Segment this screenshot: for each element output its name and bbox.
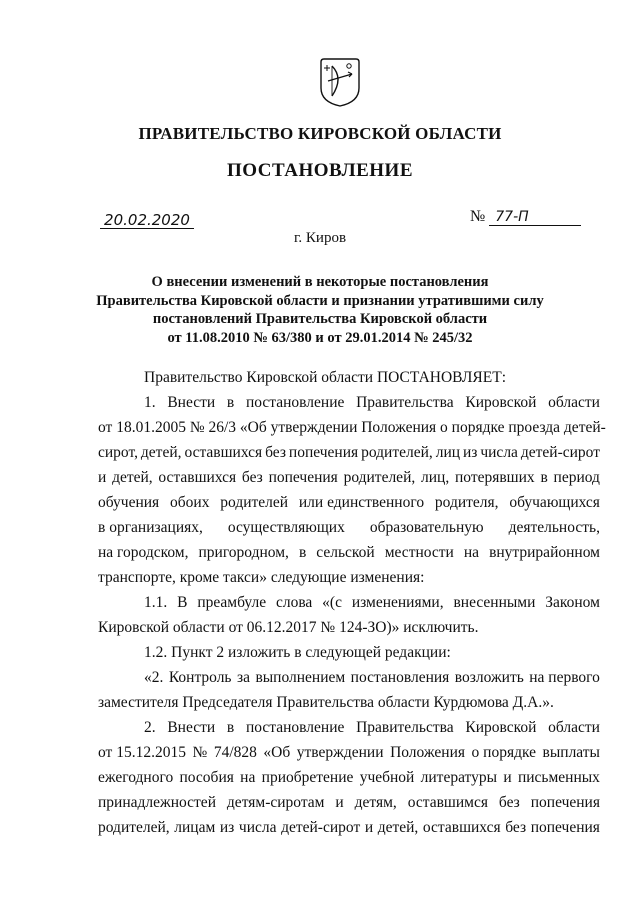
word: образовательную (369, 519, 484, 536)
document-body (98, 365, 606, 840)
word: родителей (220, 494, 289, 511)
word: без (241, 469, 263, 486)
word: внесенными (453, 594, 536, 611)
word: детей, (112, 469, 153, 486)
word: В (177, 594, 188, 611)
word: числа (238, 819, 277, 836)
word: 1.1. (144, 594, 168, 611)
word: изменениями, (351, 594, 444, 611)
word: детей-сирот (520, 444, 600, 461)
paragraph-2-line (98, 815, 600, 840)
word: детям-сиротам (226, 794, 325, 811)
word: возложить (454, 669, 524, 686)
word: попечения (288, 444, 359, 461)
word: Внести (167, 719, 216, 736)
paragraph-1-line (98, 540, 600, 565)
word: родителя, (434, 494, 499, 511)
paragraph-2-line (98, 765, 600, 790)
word: «2. (144, 669, 164, 686)
document-number-block (470, 208, 581, 226)
title-line: О внесении изменений в некоторые постановления (151, 274, 489, 290)
word: в (540, 469, 548, 486)
word: детей-сирот (281, 819, 361, 836)
word: Кировской (465, 719, 537, 736)
document-type-heading: ПОСТАНОВЛЕНИЕ (226, 160, 414, 181)
document-title (60, 273, 580, 347)
word: пригородном, (198, 544, 289, 561)
word: на (463, 544, 480, 561)
word: родителей, (98, 819, 170, 836)
word: детей, (140, 444, 182, 461)
word: лицам (174, 819, 216, 836)
title-line: Правительства Кировской области и признании утратившими силу (96, 292, 544, 309)
word: период (553, 469, 600, 486)
word: выполнением (255, 669, 346, 686)
word: или единственного (298, 494, 425, 511)
city-label: г. Киров (293, 230, 347, 246)
word: оставшихся (184, 444, 263, 461)
word: литературы (420, 769, 498, 786)
word: в (298, 544, 307, 561)
word: в (226, 394, 235, 411)
word: местности (384, 544, 454, 561)
paragraph-1-1-line (98, 590, 600, 615)
paragraph-1-line (98, 440, 600, 465)
word: области (548, 719, 600, 736)
word: обучения (98, 494, 160, 511)
word: попечения (268, 469, 338, 486)
word: детей, (377, 819, 419, 836)
word: числа (480, 444, 518, 461)
paragraph-1-2: 1.2. Пункт 2 изложить в следующей редакции: (144, 644, 451, 661)
word: родителей, (361, 444, 433, 461)
word: 2. (144, 719, 156, 736)
paragraph-1-line (98, 465, 600, 490)
word: Положения (390, 744, 466, 761)
word: преамбуле (197, 594, 267, 611)
word: пособия (179, 769, 234, 786)
word: области (548, 394, 600, 411)
title-line: постановлений Правительства Кировской области (152, 311, 488, 327)
word: и (364, 819, 374, 836)
paragraph-1-line (98, 490, 600, 515)
word: попечения (530, 794, 600, 811)
paragraph-1-line: транспорте, кроме такси» следующие изменения: (98, 569, 425, 586)
word: на первого (529, 669, 600, 686)
word: «Об (263, 744, 291, 761)
word: № (192, 744, 208, 761)
word: без (498, 794, 520, 811)
word: обучающихся (509, 494, 600, 511)
word: Внести (167, 394, 216, 411)
word: в организациях, (98, 519, 203, 536)
word: выплаты (542, 744, 600, 761)
document-number: 77-П (489, 209, 581, 226)
word: Контроль (168, 669, 232, 686)
word: без (265, 444, 286, 461)
word: утверждении (296, 744, 384, 761)
paragraph-1-line (98, 515, 600, 540)
word: оставшимся (407, 794, 488, 811)
word: 74/828 (213, 744, 257, 761)
word: попечения (530, 819, 600, 836)
paragraph-1-line (98, 390, 600, 415)
word: оставшихся (422, 819, 501, 836)
word: из (462, 444, 478, 461)
word: ежегодного (98, 769, 174, 786)
paragraph-1-1-line: Кировской области от 06.12.2017 № 124-ЗО)» исключить. (98, 619, 479, 636)
word: родителей, (343, 469, 416, 486)
word: слова (275, 594, 313, 611)
word: без (505, 819, 527, 836)
word: внутрирайонном (489, 544, 600, 561)
coat-of-arms-emblem (318, 56, 362, 108)
word: сирот, (98, 444, 138, 461)
word: детям, (354, 794, 397, 811)
word: Кировской (465, 394, 537, 411)
document-date: 20.02.2020 (100, 212, 194, 229)
word: в (226, 719, 235, 736)
word: 1. (144, 394, 156, 411)
word: на городском, (98, 544, 189, 561)
word: оставшихся (158, 469, 237, 486)
word: из (219, 819, 235, 836)
word: от 15.12.2015 (98, 744, 186, 761)
word: осуществляющих (227, 519, 345, 536)
word: постановление (245, 394, 345, 411)
word: «(с (322, 594, 342, 611)
word: обоих (170, 494, 210, 511)
word: Законом (545, 594, 600, 611)
organization-heading: ПРАВИТЕЛЬСТВО КИРОВСКОЙ ОБЛАСТИ (138, 124, 502, 143)
word: и (335, 794, 344, 811)
word: о порядке (471, 744, 537, 761)
word: Правительства (356, 719, 454, 736)
word: на (240, 769, 256, 786)
paragraph-1-2-quote-line: заместителя Председателя Правительства области Курдюмова Д.А.». (98, 694, 554, 711)
title-line: от 11.08.2010 № 63/380 и от 29.01.2014 № 245/32 (167, 329, 473, 346)
word: лиц, (421, 469, 450, 486)
word: лиц (435, 444, 461, 461)
word: постановление (245, 719, 345, 736)
word: потерявших (454, 469, 535, 486)
word: учебной (359, 769, 415, 786)
word: и (503, 769, 512, 786)
preamble: Правительство Кировской области ПОСТАНОВЛЯЕТ: (144, 369, 507, 386)
word: за (236, 669, 250, 686)
paragraph-2-line (98, 740, 600, 765)
word: сельской (316, 544, 375, 561)
word: постановления (350, 669, 450, 686)
paragraph-1-2-quote-line (98, 665, 600, 690)
paragraph-1-line: от 18.01.2005 № 26/3 «Об утверждении Положения о порядке проезда детей- (98, 419, 606, 436)
paragraph-2-line (98, 790, 600, 815)
word: принадлежностей (98, 794, 216, 811)
number-sign: № (470, 208, 486, 225)
word: приобретение (261, 769, 354, 786)
word: и (98, 469, 107, 486)
word: Правительства (356, 394, 454, 411)
word: деятельность, (508, 519, 600, 536)
word: письменных (517, 769, 600, 786)
paragraph-2-line (98, 715, 600, 740)
